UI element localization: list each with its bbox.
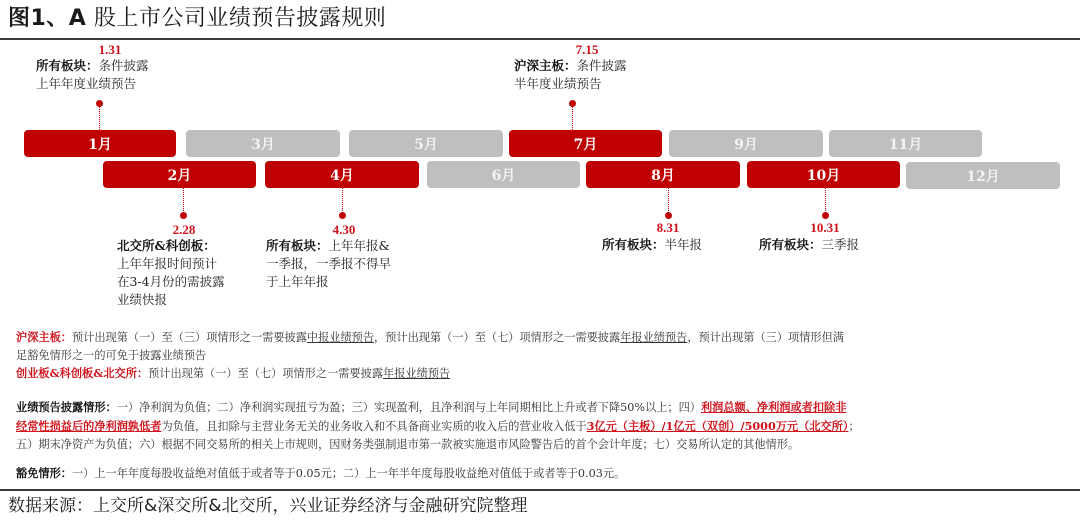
rule-text-highlight: 3亿元（主板）/1亿元（双创）/5000万元（北交所） <box>586 419 849 433</box>
milestone-date-oct31: 10.31 <box>810 220 840 235</box>
note-line: 三季报 <box>821 237 860 252</box>
rule-text-underlined: 年报业绩预告 <box>383 367 451 380</box>
figure-title-prefix: 图1、A <box>8 6 87 31</box>
rule-text: ； <box>848 420 860 433</box>
month-bar-oct: 10月 <box>747 161 900 188</box>
rule-label: 豁免情形： <box>16 466 72 480</box>
rule-text-underlined: 中报业绩预告 <box>306 331 375 344</box>
month-bar-aug: 8月 <box>586 161 740 188</box>
rule-label: 沪深主板： <box>16 330 72 344</box>
month-bar-feb: 2月 <box>103 161 256 188</box>
month-bar-jul: 7月 <box>509 130 662 157</box>
rule-text: ，预计出现第（一）至（七）项情形之一需要披露 <box>374 331 621 344</box>
month-bar-apr: 4月 <box>265 161 419 188</box>
board-label: 所有板块： <box>266 238 329 253</box>
milestone-date-aug31: 8.31 <box>656 220 680 235</box>
month-bar-jan: 1月 <box>24 130 176 157</box>
month-bar-jun: 6月 <box>427 161 580 188</box>
rule-growth-boards <box>16 364 450 383</box>
milestone-date-jan31: 1.31 <box>98 42 122 57</box>
board-label: 沪深主板： <box>514 58 577 73</box>
rule-text: 五）期末净资产为负值；六）根据不同交易所的相关上市规则，因财务类强制退市第一款被实施退市风险警告后的首个会计年度；七）交易所认定的其他情形。 <box>16 438 800 451</box>
month-bar-dec: 12月 <box>906 162 1060 189</box>
note-line: 于上年年报 <box>266 274 329 289</box>
milestone-dot-icon <box>822 212 829 219</box>
milestone-note-feb28 <box>117 237 225 309</box>
month-bar-sep: 9月 <box>669 130 823 157</box>
connector-line <box>572 106 573 130</box>
rule-text: ，预计出现第（三）项情形但满 <box>687 331 844 344</box>
rule-text: 一）上一年年度每股收益绝对值低于或者等于0.05元；二）上一年半年度每股收益绝对值低于或者等于0.03元。 <box>71 467 626 480</box>
note-line: 上年年报时间预计 <box>117 256 218 271</box>
milestone-note-oct31 <box>759 236 859 254</box>
connector-line <box>99 106 100 130</box>
rule-text: 一）净利润为负值；二）净利润实现扭亏为盈；三）实现盈利，且净利润与上年同期相比上升或者下降50%以上；四） <box>116 401 701 414</box>
note-line: 条件披露 <box>576 58 627 73</box>
rule-text-underlined: 年报业绩预告 <box>620 331 688 344</box>
month-bar-may: 5月 <box>349 130 503 157</box>
figure-title <box>8 3 386 35</box>
month-bar-nov: 11月 <box>829 130 982 157</box>
bottom-divider <box>0 489 1080 491</box>
board-label: 北交所&科创板： <box>117 238 216 253</box>
milestone-note-aug31 <box>602 236 702 254</box>
board-label: 所有板块： <box>36 58 99 73</box>
connector-line <box>668 188 669 213</box>
note-line: 上年年度业绩预告 <box>36 76 137 91</box>
note-line: 一季报，一季报不得早 <box>266 256 392 271</box>
rule-label: 业绩预告披露情形： <box>16 400 117 414</box>
rule-text: 预计出现第（一）至（三）项情形之一需要披露 <box>71 331 307 344</box>
rule-situations <box>16 398 860 454</box>
connector-line <box>183 188 184 213</box>
top-divider <box>0 38 1080 40</box>
rule-text: 预计出现第（一）至（七）项情形之一需要披露 <box>148 367 384 380</box>
rule-text-highlight: 经常性损益后的净利润孰低者 <box>16 419 162 433</box>
note-line: 条件披露 <box>98 58 149 73</box>
milestone-note-apr30 <box>266 237 391 291</box>
milestone-date-apr30: 4.30 <box>332 222 356 237</box>
month-bar-mar: 3月 <box>186 130 340 157</box>
note-line: 半年报 <box>664 237 703 252</box>
connector-line <box>825 188 826 213</box>
milestone-note-jan31 <box>36 57 149 93</box>
connector-line <box>342 188 343 213</box>
milestone-dot-icon <box>180 212 187 219</box>
note-line: 上年年报& <box>328 238 390 253</box>
rule-exemptions <box>16 464 625 483</box>
note-line: 在3-4月份的需披露 <box>117 274 225 289</box>
milestone-date-feb28: 2.28 <box>172 222 196 237</box>
rule-text: 足豁免情形之一的可免于披露业绩预告 <box>16 349 207 362</box>
milestone-note-jul15 <box>514 57 627 93</box>
figure-title-text: 股上市公司业绩预告披露规则 <box>86 6 387 31</box>
board-label: 所有板块： <box>602 237 665 252</box>
data-source: 数据来源：上交所&深交所&北交所，兴业证券经济与金融研究院整理 <box>8 496 528 516</box>
rule-label: 创业板&科创板&北交所： <box>16 366 149 380</box>
milestone-dot-icon <box>665 212 672 219</box>
rule-text-highlight: 利润总额、净利润或者扣除非 <box>700 400 847 414</box>
rule-main-board <box>16 328 844 365</box>
note-line: 业绩快报 <box>117 292 168 307</box>
milestone-date-jul15: 7.15 <box>575 42 599 57</box>
note-line: 半年度业绩预告 <box>514 76 602 91</box>
board-label: 所有板块： <box>759 237 822 252</box>
milestone-dot-icon <box>339 212 346 219</box>
rule-text: 为负值，且扣除与主营业务无关的业务收入和不具备商业实质的收入后的营业收入低于 <box>161 420 587 433</box>
